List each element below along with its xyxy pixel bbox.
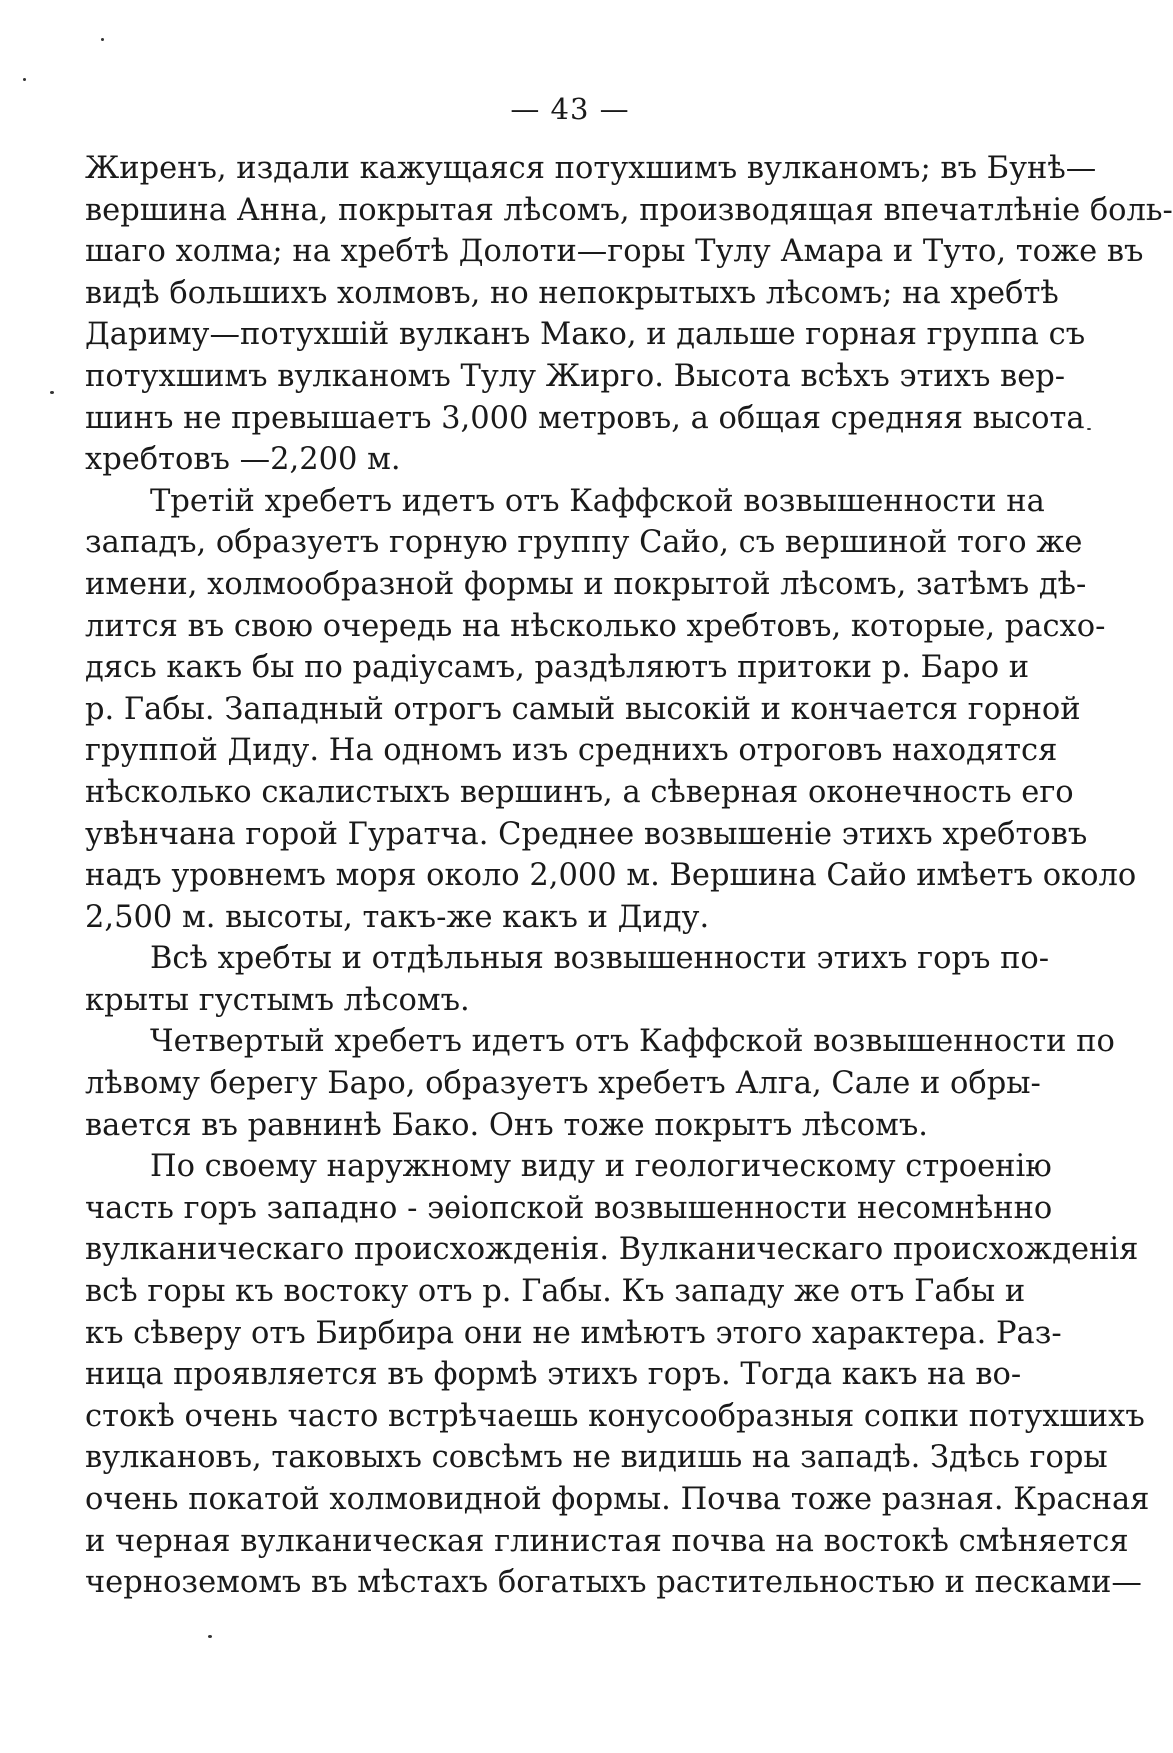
text-line: всѣ горы къ востоку отъ р. Габы. Къ западу же отъ Габы и <box>85 1274 1026 1310</box>
text-line: шинъ не превышаетъ 3,000 метровъ, а общая средняя высота <box>85 400 1085 436</box>
paragraph-first-line: По своему наружному виду и геологическому строенію <box>150 1149 1052 1185</box>
text-line: шаго холма; на хребтѣ Долоти—горы Тулу Амара и Туто, тоже въ <box>85 234 1144 270</box>
text-line: надъ уровнемъ моря около 2,000 м. Вершина Сайо имѣетъ около <box>85 858 1137 894</box>
body-text <box>85 148 1173 1604</box>
text-line: 2,500 м. высоты, такъ-же какъ и Диду. <box>85 899 710 935</box>
text-line: Дариму—потухшій вулканъ Мако, и дальше горная группа съ <box>85 317 1086 353</box>
text-line: вулкановъ, таковыхъ совсѣмъ не видишь на западѣ. Здѣсь горы <box>85 1440 1108 1476</box>
scan-speck <box>50 391 54 394</box>
text-line: видѣ большихъ холмовъ, но непокрытыхъ лѣсомъ; на хребтѣ <box>85 275 1059 311</box>
text-line: Жиренъ, издали кажущаяся потухшимъ вулканомъ; въ Бунѣ— <box>85 151 1097 186</box>
text-line: вулканическаго происхожденія. Вулканическаго происхожденія <box>85 1232 1139 1268</box>
text-line: вается въ равнинѣ Бако. Онъ тоже покрытъ лѣсомъ. <box>85 1107 928 1143</box>
text-line: крыты густымъ лѣсомъ. <box>85 982 470 1018</box>
text-line: лится въ свою очередь на нѣсколько хребтовъ, которые, расхо- <box>85 608 1106 644</box>
text-line: западъ, образуетъ горную группу Сайо, съ вершиной того же <box>85 525 1083 561</box>
text-line: очень покатой холмовидной формы. Почва тоже разная. Красная <box>85 1482 1150 1517</box>
text-line: имени, холмообразной формы и покрытой лѣсомъ, затѣмъ дѣ- <box>85 566 1087 602</box>
page-number: — 43 — <box>510 92 630 126</box>
text-line: стокѣ очень часто встрѣчаешь конусообразныя сопки потухшихъ <box>85 1398 1145 1434</box>
text-line: хребтовъ —2,200 м. <box>85 442 401 478</box>
scan-speck <box>1087 428 1091 430</box>
text-line: черноземомъ въ мѣстахъ богатыхъ растительностью и песками— <box>85 1565 1142 1601</box>
text-line: нѣсколько скалистыхъ вершинъ, а сѣверная оконечность его <box>85 774 1074 810</box>
text-line: часть горъ западно - эѳіопской возвышенности несомнѣнно <box>85 1190 1053 1226</box>
paragraph-first-line: Третій хребетъ идетъ отъ Каффской возвышенности на <box>150 483 1045 519</box>
text-line: потухшимъ вулканомъ Тулу Жирго. Высота всѣхъ этихъ вер- <box>85 358 1066 394</box>
text-line: р. Габы. Западный отрогъ самый высокій и кончается горной <box>85 691 1081 727</box>
text-line: лѣвому берегу Баро, образуетъ хребетъ Алга, Сале и обры- <box>85 1066 1041 1102</box>
text-line: вершина Анна, покрытая лѣсомъ, производящая впечатлѣніе боль- <box>85 192 1173 228</box>
text-line: дясь какъ бы по радіусамъ, раздѣляютъ притоки р. Баро и <box>85 650 1030 686</box>
paragraph-first-line: Всѣ хребты и отдѣльныя возвышенности этихъ горъ по- <box>150 941 1050 977</box>
text-line: ница проявляется въ формѣ этихъ горъ. Тогда какъ на во- <box>85 1357 1022 1393</box>
text-line: увѣнчана горой Гуратча. Среднее возвышеніе этихъ хребтовъ <box>85 816 1088 852</box>
paragraph-first-line: Четвертый хребетъ идетъ отъ Каффской возвышенности по <box>150 1024 1115 1060</box>
scan-speck <box>101 38 104 41</box>
text-line: группой Диду. На одномъ изъ среднихъ отроговъ находятся <box>85 733 1058 769</box>
text-line: къ сѣверу отъ Бирбира они не имѣютъ этого характера. Раз- <box>85 1315 1062 1351</box>
scan-speck <box>23 78 26 81</box>
scan-speck <box>208 1635 212 1638</box>
text-line: и черная вулканическая глинистая почва на востокѣ смѣняется <box>85 1523 1129 1559</box>
